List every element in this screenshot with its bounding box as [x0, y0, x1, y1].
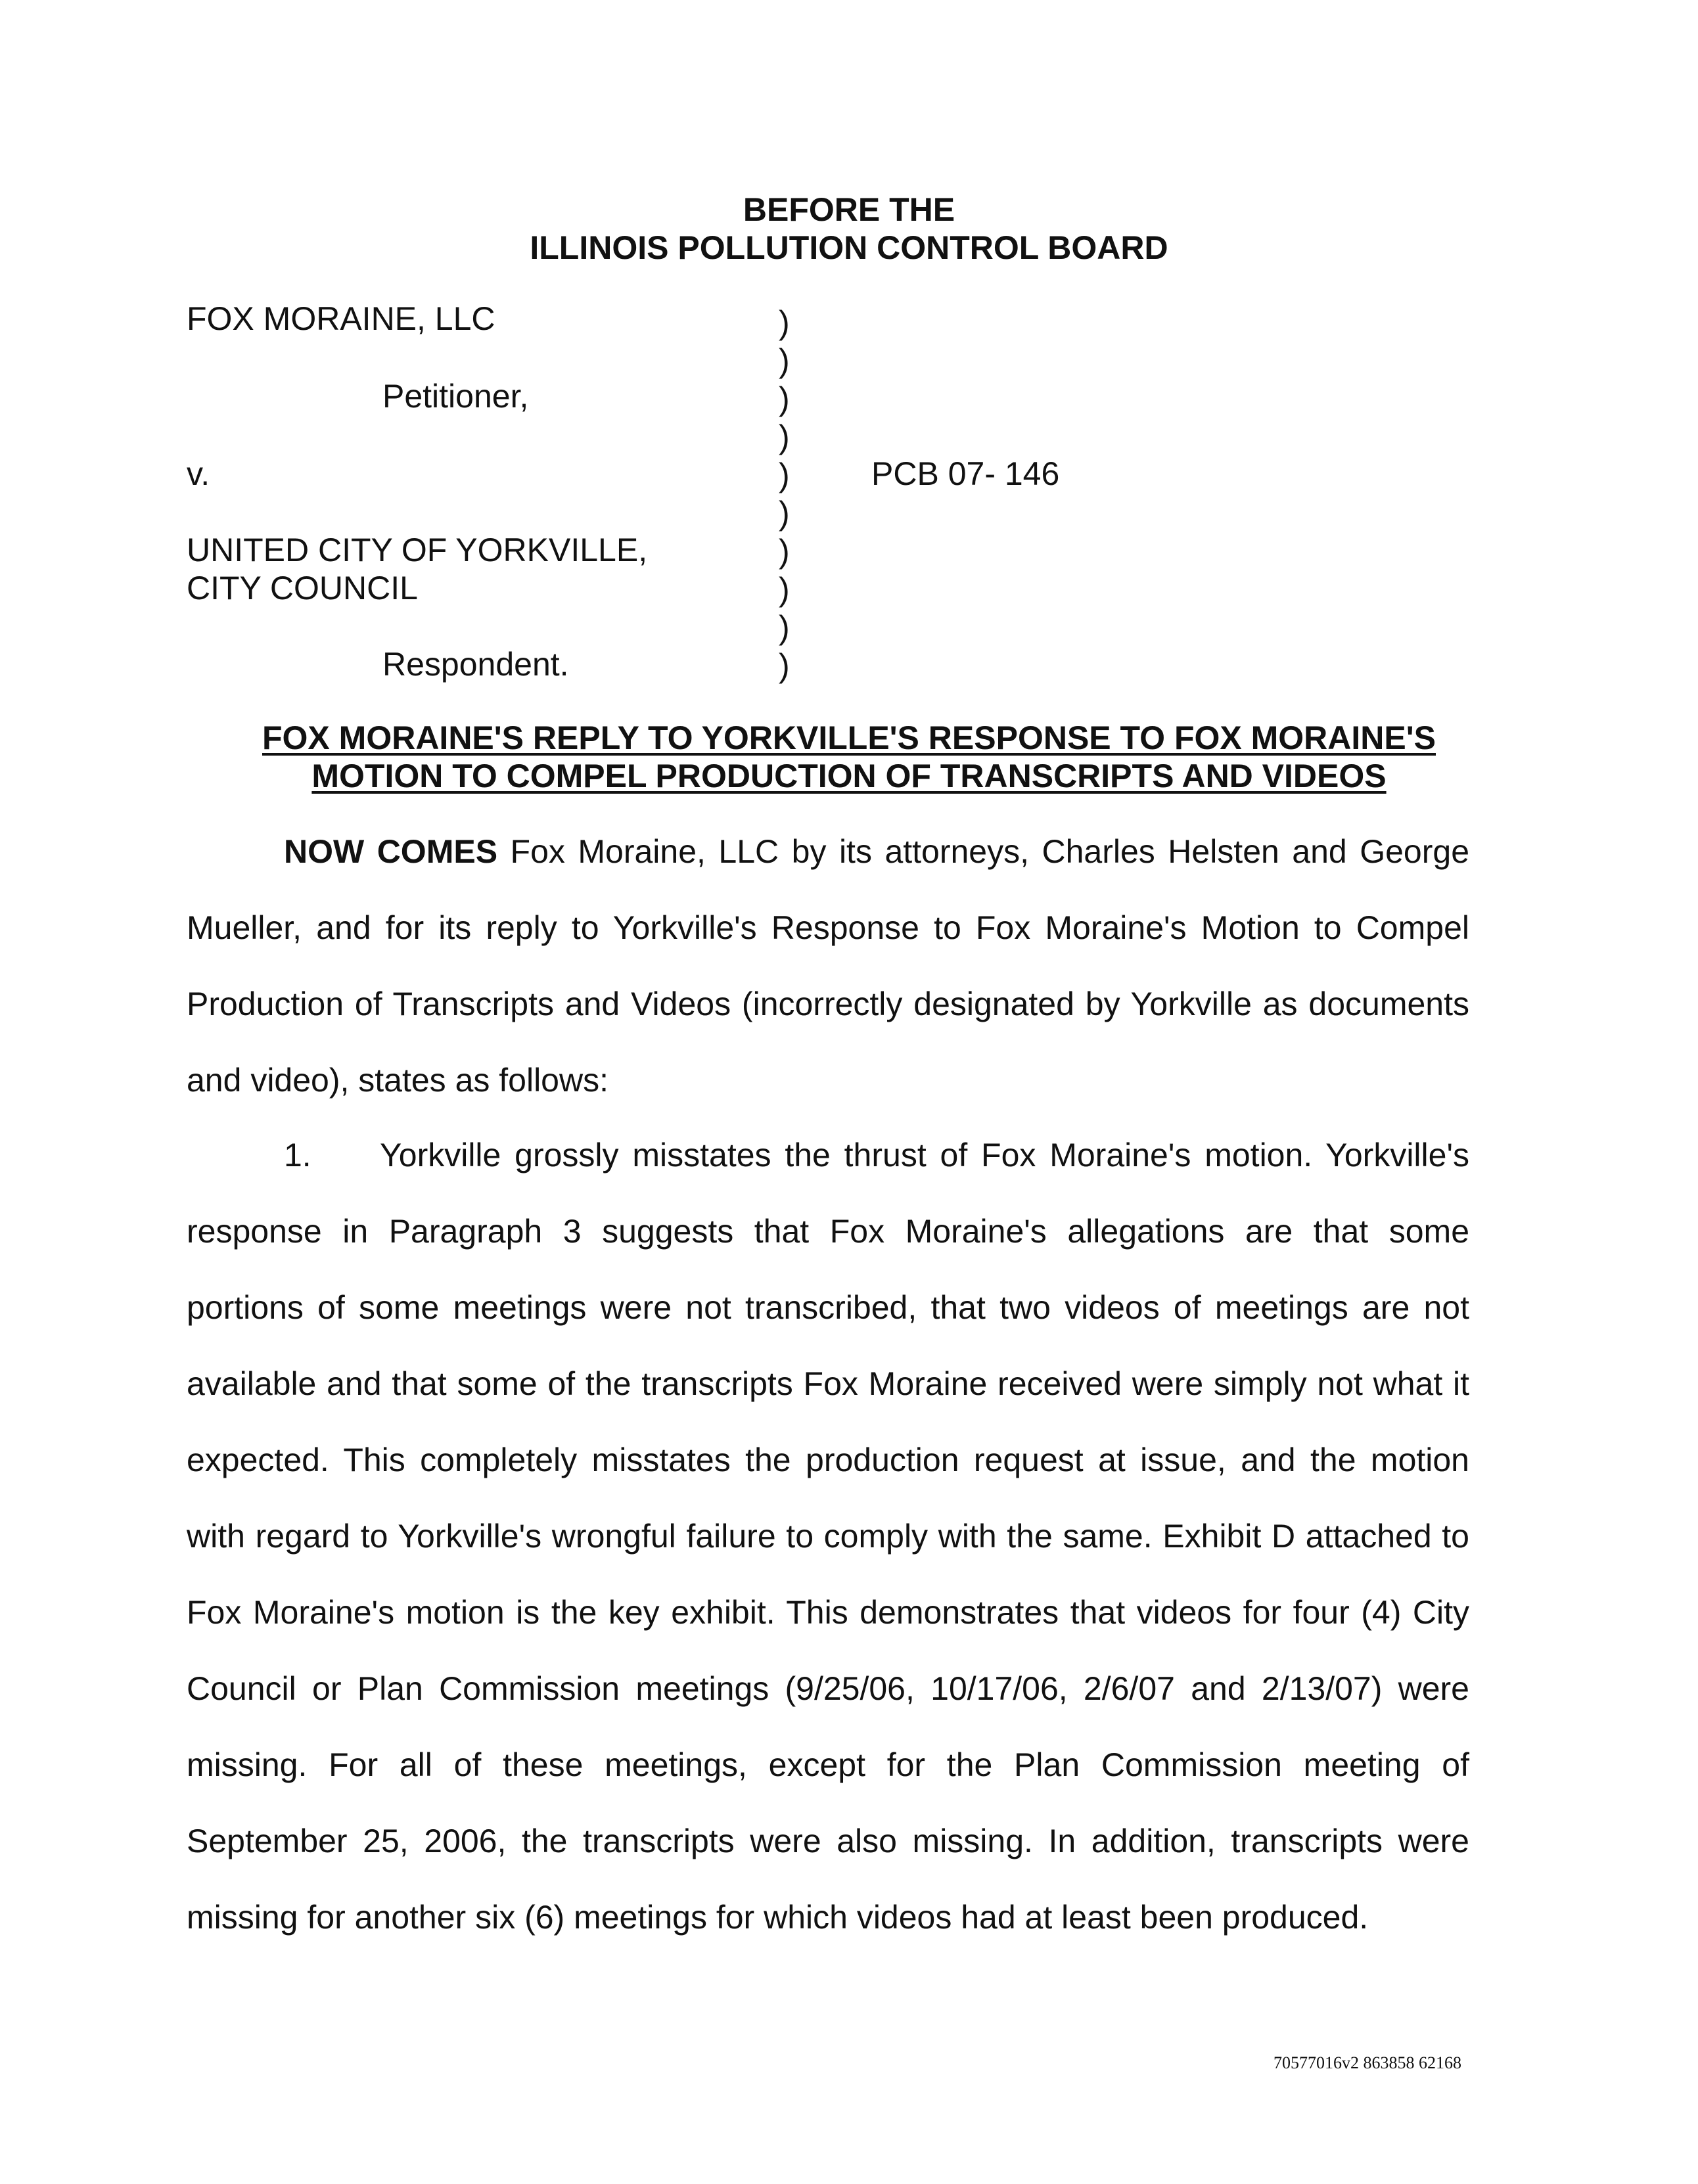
paragraph-line: expected. This completely misstates the production request at issue, and the motion	[187, 1442, 1469, 1478]
caption-paren: )	[779, 419, 790, 455]
respondent-role: Respondent.	[382, 646, 569, 683]
caption-paren: )	[779, 380, 790, 417]
paragraph-line: with regard to Yorkville's wrongful failure to comply with the same. Exhibit D attached to	[187, 1518, 1469, 1555]
caption-paren: )	[779, 304, 790, 341]
intro-line1-rest: Fox Moraine, LLC by its attorneys, Charles Helsten and George	[497, 833, 1469, 870]
respondent-name-line1: UNITED CITY OF YORKVILLE,	[187, 532, 648, 568]
document-title-line2: MOTION TO COMPEL PRODUCTION OF TRANSCRIPTS AND VIDEOS	[311, 758, 1387, 794]
respondent-name-line2: CITY COUNCIL	[187, 570, 418, 606]
court-heading-line1: BEFORE THE	[743, 191, 955, 228]
intro-line: Mueller, and for its reply to Yorkville's Response to Fox Moraine's Motion to Compel	[187, 909, 1469, 946]
caption-paren: )	[779, 533, 790, 570]
court-heading-line2: ILLINOIS POLLUTION CONTROL BOARD	[530, 229, 1168, 266]
paragraph-line: available and that some of the transcripts Fox Moraine received were simply not what it	[187, 1365, 1469, 1402]
intro-line: Production of Transcripts and Videos (incorrectly designated by Yorkville as documents	[187, 986, 1469, 1022]
intro-line	[284, 832, 1469, 871]
intro-line: and video), states as follows:	[187, 1062, 608, 1099]
paragraph-line: Fox Moraine's motion is the key exhibit. This demonstrates that videos for four (4) City	[187, 1594, 1469, 1631]
case-number: PCB 07- 146	[871, 455, 1060, 492]
petitioner-role: Petitioner,	[382, 378, 529, 415]
paragraph-line: missing. For all of these meetings, except for the Plan Commission meeting of	[187, 1746, 1469, 1783]
paragraph-line: September 25, 2006, the transcripts were also missing. In addition, transcripts were	[187, 1823, 1469, 1859]
paragraph-line: Council or Plan Commission meetings (9/25/06, 10/17/06, 2/6/07 and 2/13/07) were	[187, 1670, 1469, 1707]
paragraph-line: response in Paragraph 3 suggests that Fox Moraine's allegations are that some	[187, 1213, 1469, 1250]
caption-paren: )	[779, 457, 790, 493]
intro-lead: NOW COMES	[284, 833, 498, 870]
paragraph-line: portions of some meetings were not transcribed, that two videos of meetings are not	[187, 1289, 1469, 1326]
document-id-footer: 70577016v2 863858 62168	[1274, 2053, 1461, 2072]
paragraph-line: missing for another six (6) meetings for which videos had at least been produced.	[187, 1899, 1369, 1936]
document-title-line1: FOX MORAINE'S REPLY TO YORKVILLE'S RESPONSE TO FOX MORAINE'S	[262, 719, 1436, 756]
petitioner-name: FOX MORAINE, LLC	[187, 300, 495, 337]
caption-paren: )	[779, 342, 790, 379]
caption-paren: )	[779, 571, 790, 608]
caption-paren: )	[779, 609, 790, 646]
versus: v.	[187, 455, 210, 492]
caption-paren: )	[779, 647, 790, 684]
paragraph-line: Yorkville grossly misstates the thrust of Fox Moraine's motion. Yorkville's	[380, 1137, 1469, 1173]
caption-paren: )	[779, 495, 790, 532]
paragraph-number: 1.	[284, 1137, 311, 1173]
